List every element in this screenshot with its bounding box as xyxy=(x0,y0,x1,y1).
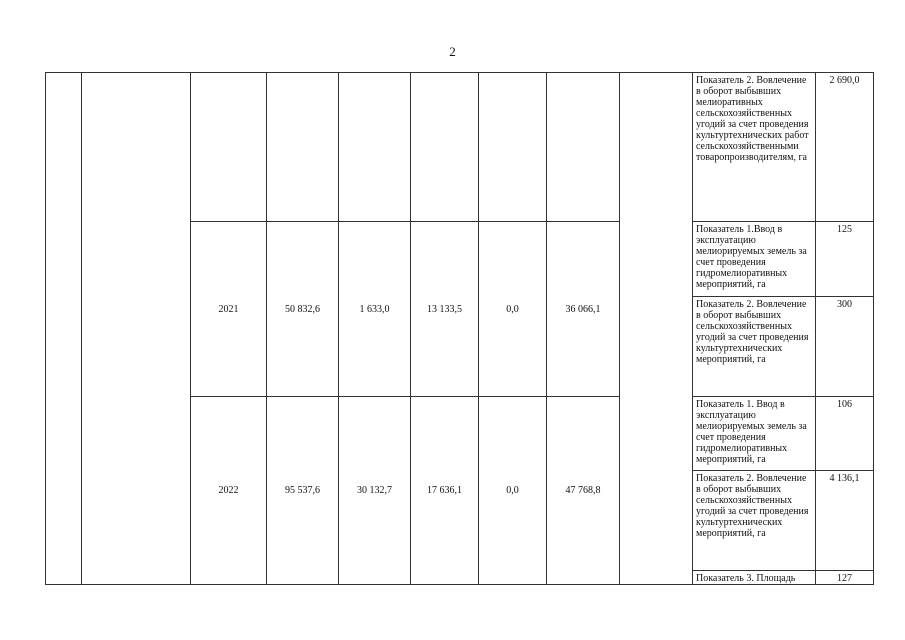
local-budget-cell: 0,0 xyxy=(479,222,547,397)
local-budget-cell xyxy=(479,73,547,222)
federal-budget-cell: 1 633,0 xyxy=(339,222,411,397)
indicator-value-cell: 4 136,1 xyxy=(816,471,874,571)
indicator-name-cell: Показатель 2. Вовлечение в оборот выбывших сельскохозяйственных угодий за счет проведения культуртехнических мероприятий, га xyxy=(693,297,816,397)
other-sources-cell xyxy=(547,73,620,222)
federal-budget-cell xyxy=(339,73,411,222)
total-cell: 95 537,6 xyxy=(267,397,339,585)
number-column-cell xyxy=(46,73,82,585)
indicator-value-cell: 2 690,0 xyxy=(816,73,874,222)
indicator-name-cell: Показатель 1.Ввод в эксплуатацию мелиорируемых земель за счет проведения гидромелиоративных мероприятий, га xyxy=(693,222,816,297)
indicator-value-cell: 300 xyxy=(816,297,874,397)
local-budget-cell: 0,0 xyxy=(479,397,547,585)
regional-budget-cell: 17 636,1 xyxy=(411,397,479,585)
total-cell xyxy=(267,73,339,222)
indicator-name-cell: Показатель 2. Вовлечение в оборот выбывших сельскохозяйственных угодий за счет проведения культуртехнических мероприятий, га xyxy=(693,471,816,571)
indicator-value-cell: 127 xyxy=(816,571,874,585)
indicator-value-cell: 125 xyxy=(816,222,874,297)
indicator-name-cell: Показатель 3. Площадь xyxy=(693,571,816,585)
indicator-value-cell: 106 xyxy=(816,397,874,471)
other-sources-cell: 36 066,1 xyxy=(547,222,620,397)
indicator-name-cell: Показатель 1. Ввод в эксплуатацию мелиорируемых земель за счет проведения гидромелиоративных мероприятий, га xyxy=(693,397,816,471)
total-cell: 50 832,6 xyxy=(267,222,339,397)
table-row xyxy=(46,73,874,222)
other-sources-cell: 47 768,8 xyxy=(547,397,620,585)
page-number: 2 xyxy=(449,44,456,59)
regional-budget-cell: 13 133,5 xyxy=(411,222,479,397)
federal-budget-cell: 30 132,7 xyxy=(339,397,411,585)
executor-column-cell xyxy=(620,73,693,585)
indicator-name-cell: Показатель 2. Вовлечение в оборот выбывших мелиоративных сельскохозяйственных угодий за счет проведения культуртехнических работ сельскохозяйственными товаропроизводителям, га xyxy=(693,73,816,222)
year-cell xyxy=(191,73,267,222)
program-table xyxy=(45,72,874,585)
activity-column-cell xyxy=(82,73,191,585)
regional-budget-cell xyxy=(411,73,479,222)
year-cell: 2022 xyxy=(191,397,267,585)
year-cell: 2021 xyxy=(191,222,267,397)
